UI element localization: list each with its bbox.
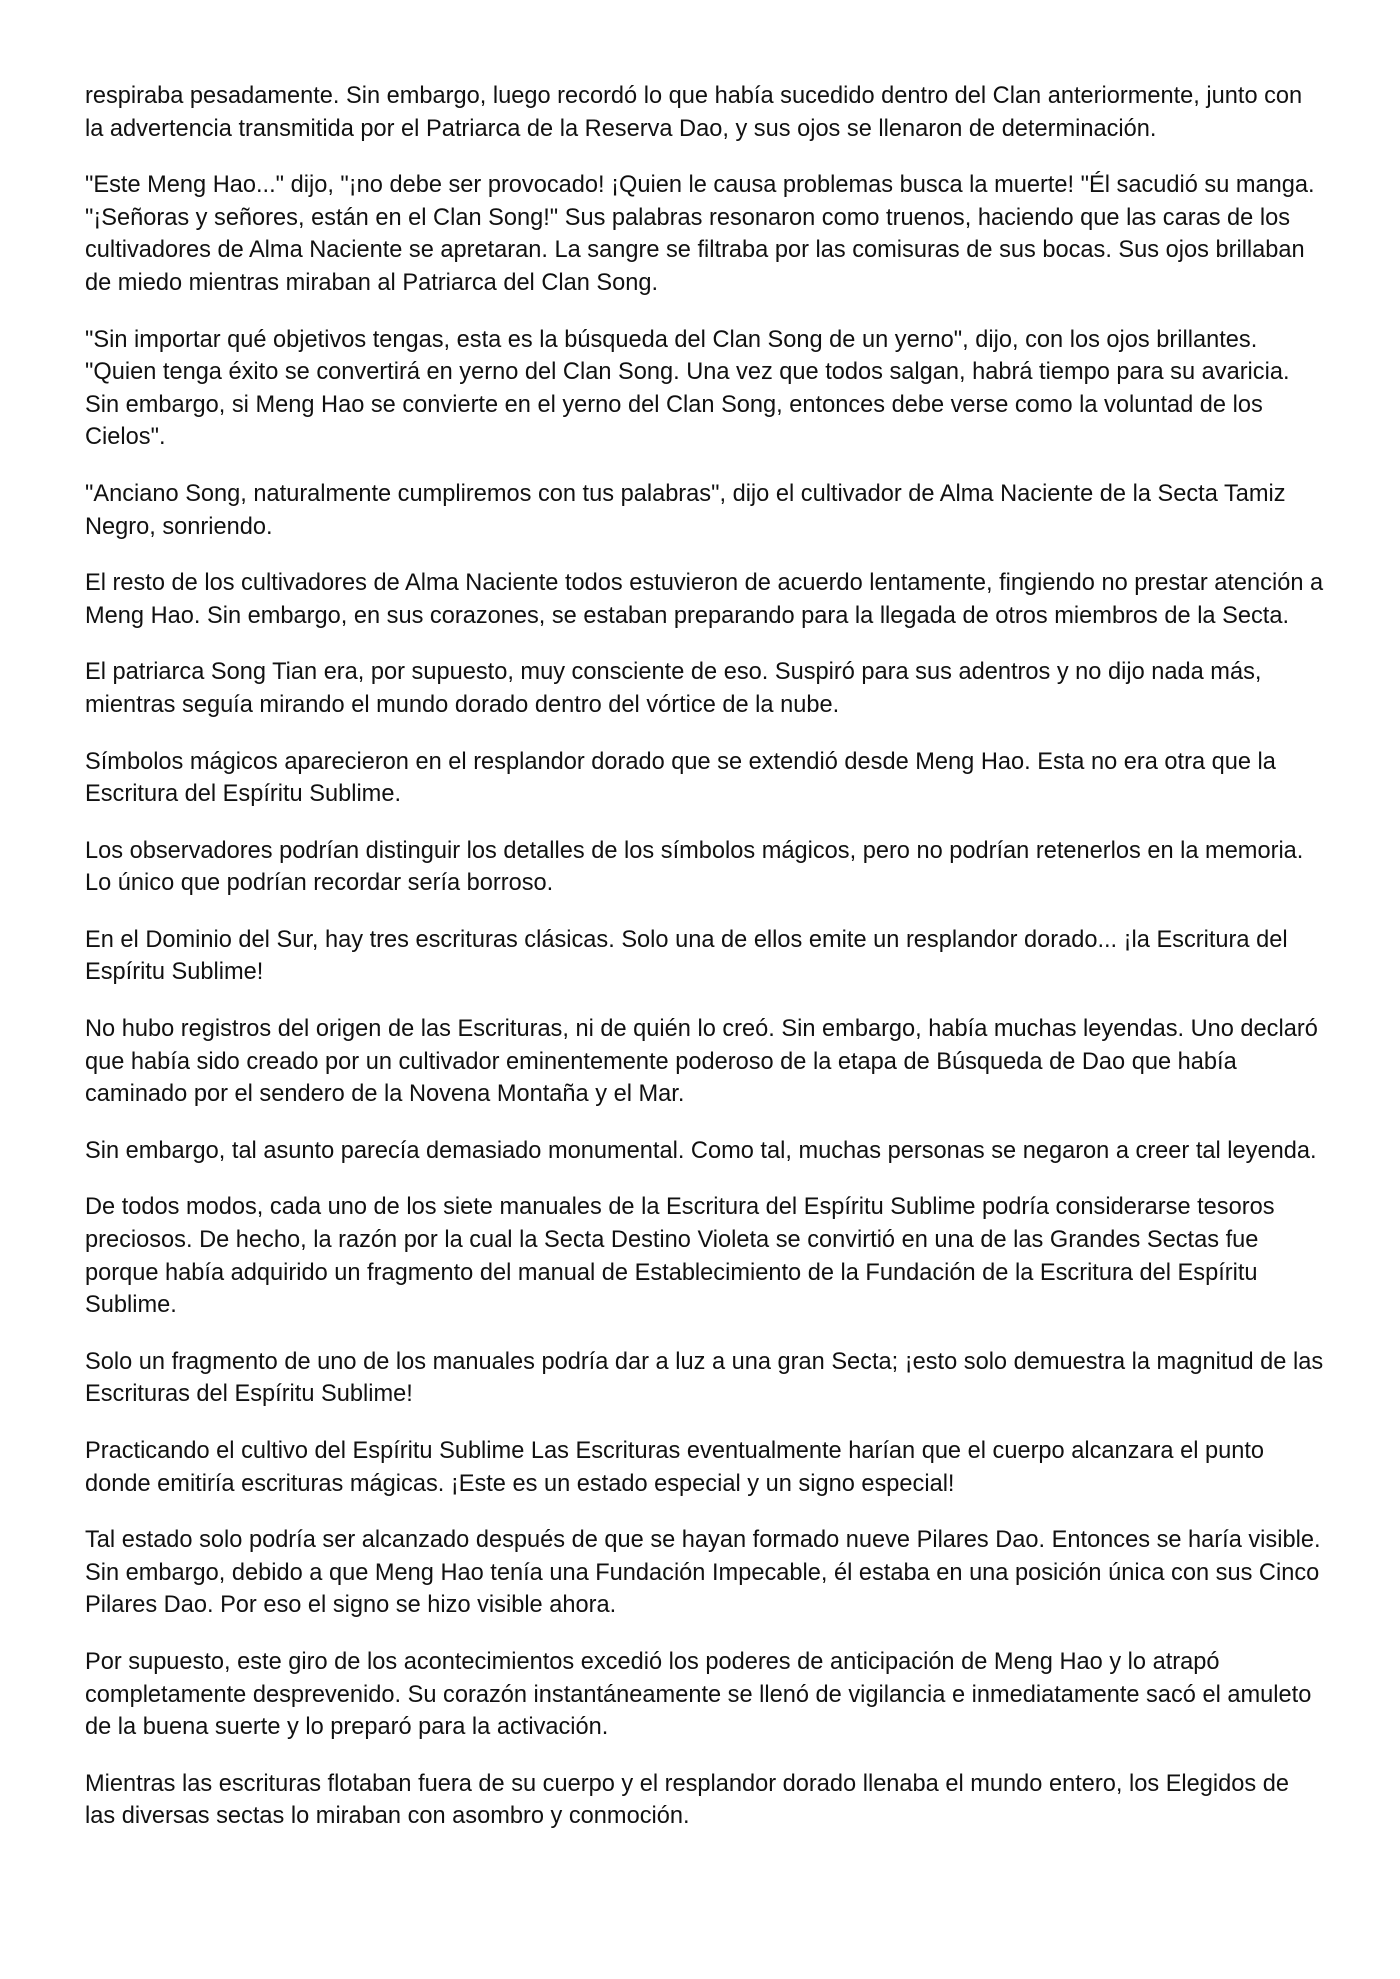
paragraph: "Anciano Song, naturalmente cumpliremos con tus palabras", dijo el cultivador de Alma Naciente de la Secta Tamiz Negro, sonriendo. <box>85 480 1286 540</box>
paragraph: Tal estado solo podría ser alcanzado después de que se hayan formado nueve Pilares Dao. Entonces se haría visible. Sin embargo, debido a que Meng Hao tenía una Fundación Impecable, él estaba en una posición única con sus Cinco Pilares Dao. Por eso el signo se hizo visible ahora. <box>85 1527 1321 1619</box>
paragraph: respiraba pesadamente. Sin embargo, luego recordó lo que había sucedido dentro del Clan anteriormente, junto con la advertencia transmitida por el Patriarca de la Reserva Dao, y sus ojos se llenaron de determinación. <box>85 83 1303 142</box>
paragraph: De todos modos, cada uno de los siete manuales de la Escritura del Espíritu Sublime podría considerarse tesoros preciosos. De hecho, la razón por la cual la Secta Destino Violeta se convirtió en una de las Grandes Sectas fue porque había adquirido un fragmento del manual de Establecimiento de la Fundación de la Escritura del Espíritu Sublime. <box>85 1194 1275 1319</box>
paragraph: Símbolos mágicos aparecieron en el resplandor dorado que se extendió desde Meng Hao. Esta no era otra que la Escritura del Espíritu Sublime. <box>85 748 1276 808</box>
paragraph: Mientras las escrituras flotaban fuera de su cuerpo y el resplandor dorado llenaba el mundo entero, los Elegidos de las diversas sectas lo miraban con asombro y conmoción. <box>85 1770 1289 1830</box>
paragraph: Por supuesto, este giro de los acontecimientos excedió los poderes de anticipación de Meng Hao y lo atrapó completamente desprevenido. Su corazón instantáneamente se llenó de vigilancia e inmediatamente sacó el amuleto de la buena suerte y lo preparó para la activación. <box>85 1648 1312 1741</box>
document-body <box>85 80 1325 1857</box>
paragraph: En el Dominio del Sur, hay tres escrituras clásicas. Solo una de ellos emite un resplandor dorado... ¡la Escritura del Espíritu Sublime! <box>85 926 1288 986</box>
paragraph: Practicando el cultivo del Espíritu Sublime Las Escrituras eventualmente harían que el cuerpo alcanzara el punto donde emitiría escrituras mágicas. ¡Este es un estado especial y un signo especial! <box>85 1438 1265 1497</box>
paragraph: "Sin importar qué objetivos tengas, esta es la búsqueda del Clan Song de un yerno", dijo, con los ojos brillantes. "Quien tenga éxito se convertirá en yerno del Clan Song. Una vez que todos salgan, habrá tiempo para su avaricia. Sin embargo, si Meng Hao se convierte en el yerno del Clan Song, entonces debe verse como la voluntad de los Cielos". <box>85 326 1290 451</box>
paragraph: El resto de los cultivadores de Alma Naciente todos estuvieron de acuerdo lentamente, fingiendo no prestar atención a Meng Hao. Sin embargo, en sus corazones, se estaban preparando para la llegada de otros miembros de la Secta. <box>85 570 1324 629</box>
paragraph: El patriarca Song Tian era, por supuesto, muy consciente de eso. Suspiró para sus adentros y no dijo nada más, mientras seguía mirando el mundo dorado dentro del vórtice de la nube. <box>85 659 1262 718</box>
paragraph: Solo un fragmento de uno de los manuales podría dar a luz a una gran Secta; ¡esto solo demuestra la magnitud de las Escrituras del Espíritu Sublime! <box>85 1348 1324 1408</box>
paragraph: No hubo registros del origen de las Escrituras, ni de quién lo creó. Sin embargo, había muchas leyendas. Uno declaró que había sido creado por un cultivador eminentemente poderoso de la etapa de Búsqueda de Dao que había caminado por el sendero de la Novena Montaña y el Mar. <box>85 1016 1318 1108</box>
paragraph: "Este Meng Hao..." dijo, "¡no debe ser provocado! ¡Quien le causa problemas busca la muerte! "Él sacudió su manga. "¡Señoras y señores, están en el Clan Song!" Sus palabras resonaron como truenos, haciendo que las caras de los cultivadores de Alma Naciente se apretaran. La sangre se filtraba por las comisuras de sus bocas. Sus ojos brillaban de miedo mientras miraban al Patriarca del Clan Song. <box>85 172 1315 296</box>
paragraph: Los observadores podrían distinguir los detalles de los símbolos mágicos, pero no podrían retenerlos en la memoria. Lo único que podrían recordar sería borroso. <box>85 837 1304 897</box>
paragraph: Sin embargo, tal asunto parecía demasiado monumental. Como tal, muchas personas se negaron a creer tal leyenda. <box>85 1137 1317 1164</box>
